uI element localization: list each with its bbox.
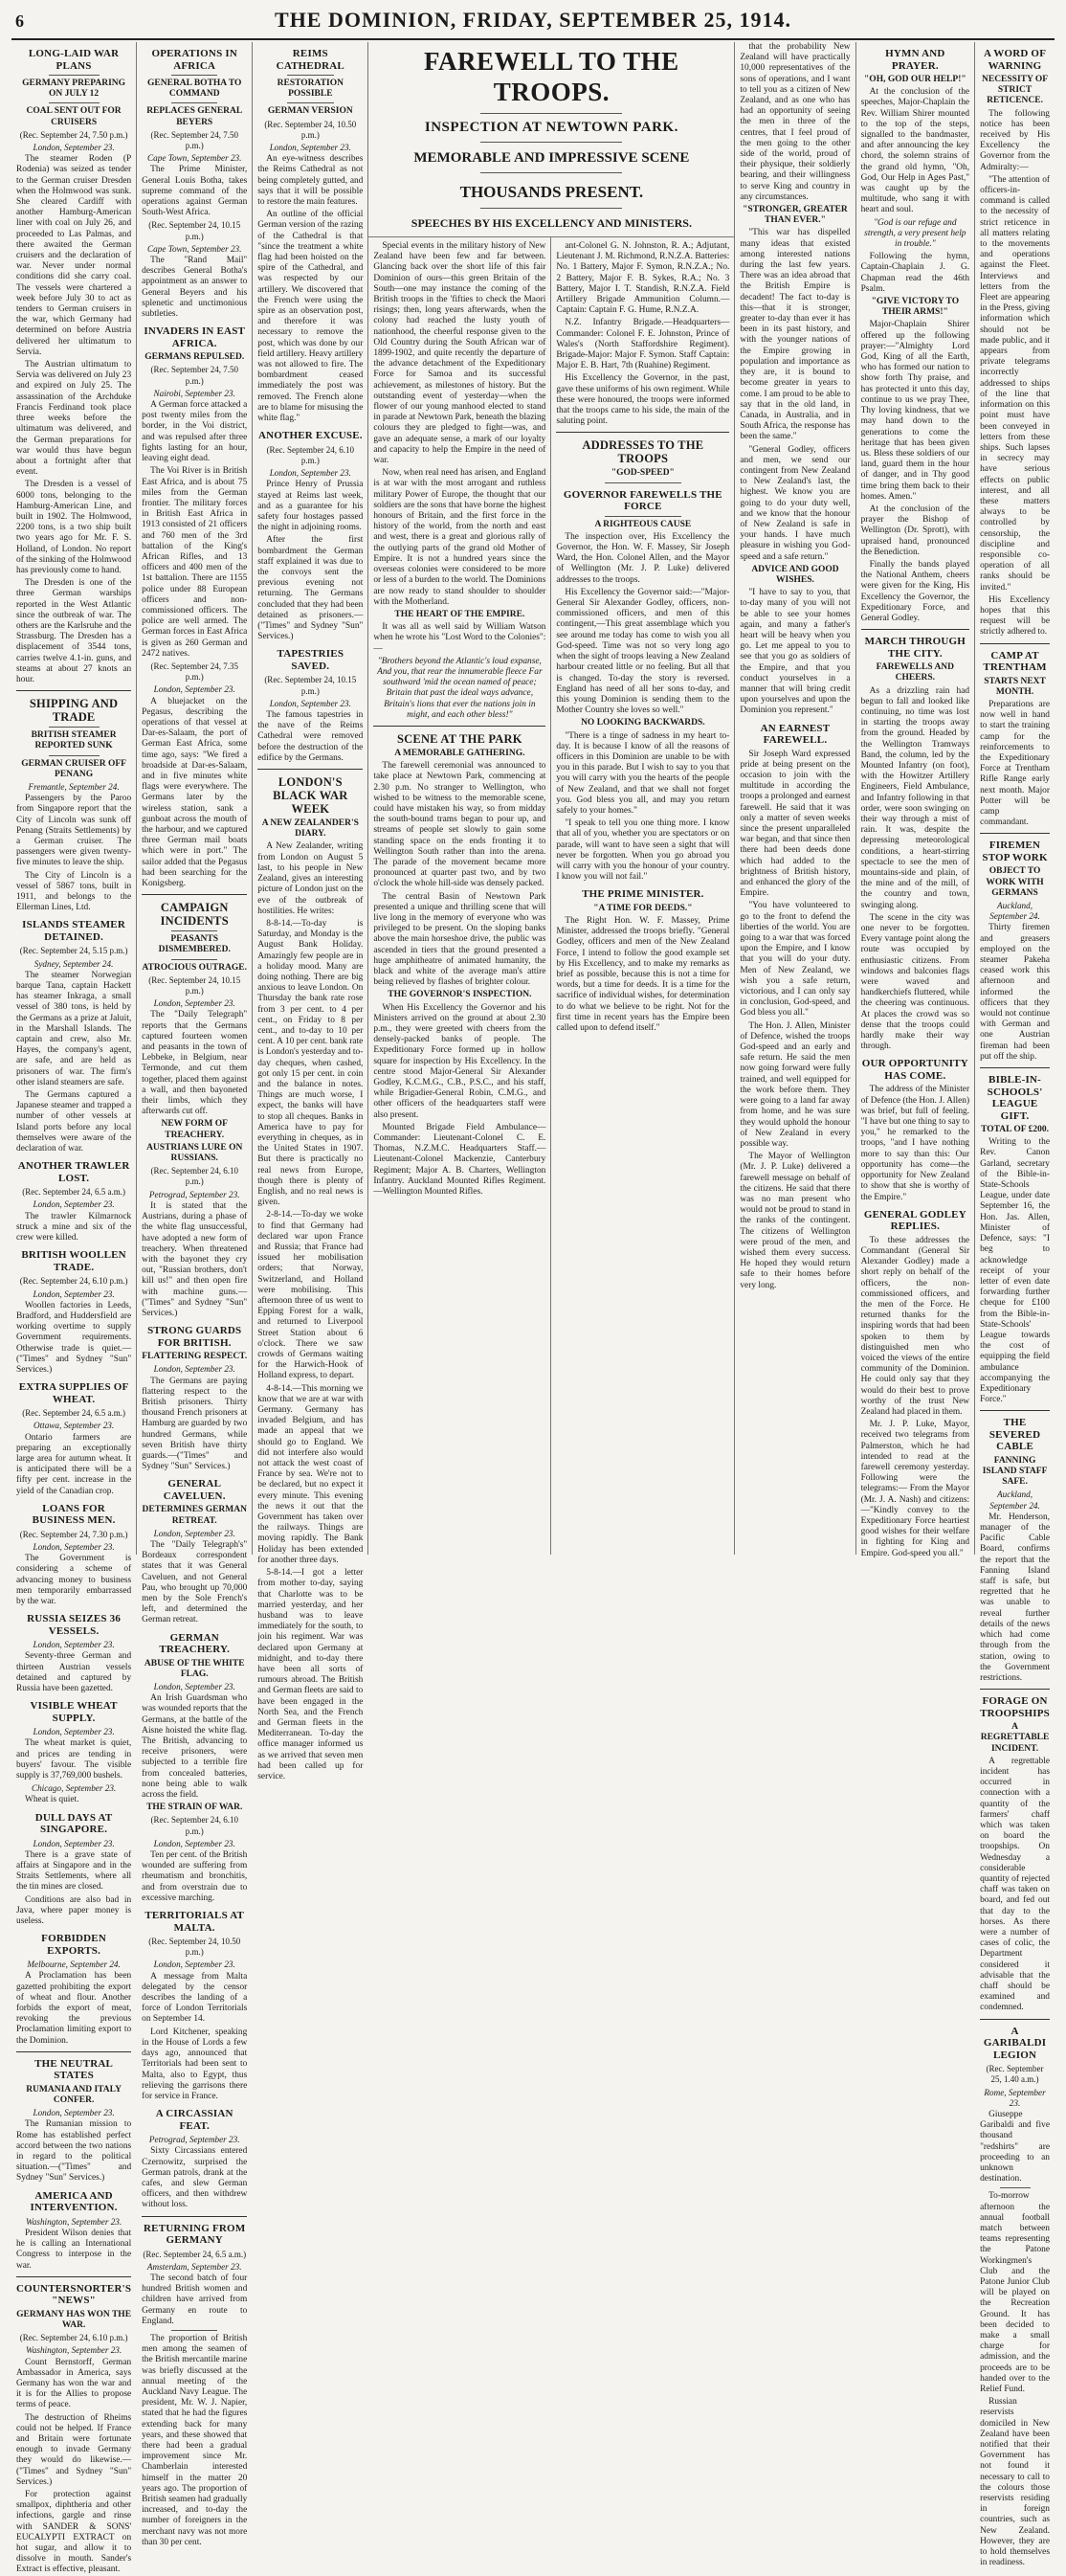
placeline: London, September 23.: [33, 1727, 115, 1737]
headline: FORAGE ON TROOPSHIPS: [980, 1695, 1050, 1719]
paragraph: The steamer Norwegian barque Tana, captain Hackett has steamer Inkraga, a small vessel of 380 tons, is held by the Germans as a prize at Jaluit, in the Marshall Islands. The captain and crew, also Mr. Hayes, the company's agent, are safe, and are held as prisoners of war. The firm's other island steamers are safe.: [16, 970, 132, 1087]
subheadline: A RIGHTEOUS CAUSE: [594, 519, 692, 529]
paragraph: Woollen factories in Leeds, Bradford, and Huddersfield are working overtime to supply Government requirements. Otherwise trade is quiet.—("Times" and Sydney "Sun" Services.): [16, 1300, 132, 1375]
paragraph: "This war has dispelled many ideas that existed among interested nations during the last few years. There was an idea abroad that the British Empire is decadent! The fact to-day is this—that it is stronger, greater to-day than ever it has been in its past history, and with the younger nations of the Empire growing in population and importance as they are, it is bound to become greater in years to come. I am proud to be able to say that in the old land, in Canada, in Australia, and in South Africa, the response has been the same.": [740, 228, 851, 442]
divider: [980, 1410, 1050, 1411]
feature-story: [368, 42, 735, 1555]
placeline: Nairobi, September 23.: [153, 388, 235, 398]
divider: [287, 75, 333, 76]
paragraph: "General Godley, officers and men, we send our contingent from New Zealand to New Zealand's last, the highest. We know you are going to do your duty well, and we know that the honour of New Zealand is safe in your hands. I have much pleasure in wishing you God-speed and a safe return.": [740, 444, 851, 562]
feature-subheadline: SPEECHES BY HIS EXCELLENCY AND MINISTERS.: [411, 216, 692, 230]
paragraph: The Right Hon. W. F. Massey, Prime Minister, addressed the troops briefly. "General Godley, officers and men of the New Zealand Force, I intend to follow the good example set by His Excellency, and to make my remarks as brief as possible, because this is not a time for words, but a time for deeds. It is a time for the sacrifice of individual wishes, for determination to do what we believe to be right. Not for the first time in recent years has the Empire been called upon to defend itself.": [556, 916, 730, 1034]
subheadline: NEW FORM OF TREACHERY.: [161, 1119, 228, 1140]
paragraph: that the probability New Zealand will have practically 10,000 representatives of the sons of operations, and I want to tell you as a citizen of New Zealand, and as one who has had an opportunity of seeing the men in three of the centres, that I feel proud of the men going to the other side of the world, proud of their physique, their soldierly bearing, and their willingness to serve King and country in any circumstances.: [740, 42, 851, 202]
paragraph: The Dresden is a vessel of 6000 tons, belonging to the Hamburg-American Line, and built in 1902. The Holmwood, 2200 tons, is a two ship built two years ago for Mr. F. S. Holland, of London. No report of the sinking of the Holmwood has previously come to hand.: [16, 480, 132, 575]
subheadline: DETERMINES GERMAN RETREAT.: [142, 1505, 247, 1526]
feature-headline: FAREWELL TO THE TROOPS.: [424, 47, 679, 106]
divider: [171, 959, 217, 960]
divider: [480, 172, 622, 173]
placeline: London, September 23.: [153, 1528, 235, 1538]
paragraph: An Irish Guardsman who was wounded reports that the Germans, at the battle of the Aisne hoisted the white flag. The British, advancing to receive prisoners, were subjected to a terrible fire from concealed batteries, none being able to walk across the field.: [142, 1693, 248, 1801]
headline: OUR OPPORTUNITY HAS COME.: [861, 1058, 968, 1082]
placeline: Chicago, September 23.: [31, 1783, 117, 1794]
paragraph: The steamer Roden (P Rodenia) was seized as tender to the German cruiser Dresden when the Holmwood was sunk. She cleared Cardiff with another Hamburg-American liner with coal on July 26, and proceeded to Las Palmas, and there awaited the German cruisers and the declaration of war. Never under normal conditions did she carry coal. The vessels were chartered a week before July 30 to act as tenders to German cruisers in the war, which Germany had determined on before Austria delivered her ultimatum to Servia.: [16, 154, 132, 357]
dateline: (Rec. September 24, 6.10 p.m.): [150, 1815, 238, 1836]
subheadline: COAL SENT OUT FOR CRUISERS: [26, 106, 122, 127]
subheadline: RUMANIA AND ITALY CONFER.: [26, 2084, 122, 2106]
paragraph: Thirty firemen and greasers employed on the steamer Pakeha ceased work this afternoon and informed the officers that they would not continue with German and one Austrian fireman had been put off the ship.: [980, 923, 1050, 1062]
paragraph: "I have to say to you, that to-day many of you will not be able to see your homes again, and many a father's heart will be heavy when you go. Let me appeal to you to see that you go as soldiers of the Empire, and that you conduct yourselves in a manner that will bring credit upon yourselves and upon the Dominion you represent.": [740, 588, 851, 716]
headline: GERMAN TREACHERY.: [159, 1631, 231, 1656]
paragraph: 5-8-14.—I got a letter from mother to-day, saying that Charlotte was to be married yesterday, and her husband was to leave immediately for the south, to join his regiment. War was declared upon Germany at midnight, and to-day there have been all sorts of rumours abroad. The British and German fleets are said to have been engaged in the North Sea, and the French and German fleets in the Mediterranean. To-day the office manager informed us as we arrived that seven men had been called up for service.: [257, 1568, 364, 1781]
headline: THE SEVERED CABLE: [988, 1417, 1041, 1453]
paragraph: The Rumanian mission to Rome has established perfect accord between the two nations in regard to the political situation.—("Times" and Sydney "Sun" Services.): [16, 2119, 132, 2184]
divider: [171, 75, 217, 76]
headline: LOANS FOR BUSINESS MEN.: [32, 1502, 116, 1527]
placeline: London, September 23.: [153, 1838, 235, 1848]
headline: CAMPAIGN INCIDENTS: [160, 901, 229, 929]
paragraph: "There is a tinge of sadness in my heart to-day. It is because I know of all the reasons of officers in this Dominion are unable to be with you in this parade. But I wish to say to you that you will carry with you the hearts of the people of New Zealand, and that we shall not forget you. God bless you all, and may you return safely to your homes.": [556, 730, 730, 816]
paragraph: Following the hymn, Captain-Chaplain J. G. Chapman read the 46th Psalm.: [860, 252, 970, 294]
dateline: (Rec. September 24, 6.10 p.m.): [19, 1276, 128, 1287]
placeline: Washington, September 23.: [25, 2345, 122, 2356]
dateline: (Rec. September 24, 6.5 a.m.): [22, 1408, 125, 1419]
feature-columns: [368, 236, 734, 1555]
paragraph: Wheat is quiet.: [25, 1795, 79, 1805]
headline: FIREMEN STOP WORK: [982, 840, 1048, 863]
dateline: (Rec. September 24, 10.50 p.m.): [148, 1937, 241, 1958]
subheadline: GERMAN VERSION: [267, 106, 353, 117]
subheadline: NO LOOKING BACKWARDS.: [581, 718, 705, 728]
divider: [287, 102, 333, 103]
subheadline: "OH, GOD OUR HELP!": [864, 75, 966, 84]
divider: [861, 629, 970, 630]
dateline: (Rec. September 24, 6.10 p.m.): [19, 2333, 128, 2343]
divider: [480, 142, 622, 143]
paragraph: The farewell ceremonial was announced to take place at Newtown Park, commencing at 2.30 p.m. No stranger to Wellington, who wished to be witness to the memorable scene, could have mistaken his way, so from midday the south-bound trams began to pour up, and streams of people set slowly to gain some standing space on the ends fronting it to Wellington South rather than into the arena. The parade of the movement became more pronounced at quarter past two, and by two o'clock the whole hill-side was densely packed.: [373, 761, 546, 889]
page-body: [11, 42, 1055, 2575]
divider: [142, 2216, 247, 2217]
divider: [980, 643, 1050, 644]
paragraph: The Germans captured a Japanese steamer and trapped a number of other vessels at Island ports before any local themselves were aware of the declaration of war.: [16, 1090, 132, 1154]
headline: RUSSIA SEIZES 36 VESSELS.: [27, 1613, 122, 1637]
paragraph: The scene in the city was one never to be forgotten. Every vantage point along the route was occupied by enthusiastic citizens. From windows and balconies flags were waved and handkerchiefs fluttered, while the cheering was continuous. At places the crowd was so dense that the troops could hardly make their way through.: [860, 912, 970, 1052]
headline: FORBIDDEN EXPORTS.: [41, 1933, 106, 1957]
dateline: (Rec. September 24, 7.50 p.m.): [150, 129, 238, 151]
dateline: (Rec. September 25, 1.40 a.m.): [986, 2064, 1044, 2085]
headline: BIBLE-IN-SCHOOLS' LEAGUE GIFT.: [987, 1074, 1043, 1122]
placeline: Sydney, September 24.: [33, 958, 114, 969]
dateline: (Rec. September 24, 6.5 a.m.): [22, 1187, 125, 1198]
placeline: Petrograd, September 23.: [148, 1189, 240, 1199]
subheadline: GERMANS REPULSED.: [144, 352, 245, 363]
paragraph: Preparations are now well in hand to start the training camp for the reinforcements to the Expeditionary Force at Trentham Rifle Range early next month. Major Potter will be camp commandant.: [980, 699, 1050, 828]
divider: [49, 755, 100, 756]
paragraph: The Voi River is in British East Africa, and is about 75 miles from the German frontier. The military forces in British East Africa in 1913 consisted of 21 officers and 760 men of the 3rd battalion of the King's African Rifles, and 13 officers and 400 men of the 1st battalion. There are 1155 police under 88 European officers and non-commissioned officers. The police are well armed. The German forces in East Africa is given as 260 German and 2472 natives.: [142, 466, 248, 659]
divider: [16, 2276, 131, 2277]
paragraph: The second batch of four hundred British women and children have arrived from Germany en route to England.: [142, 2273, 248, 2326]
subheadline: FLATTERING RESPECT.: [142, 1352, 248, 1362]
divider: [171, 930, 217, 931]
paragraph: Ontario farmers are preparing an exceptionally large area for autumn wheat. It is anticipated there will be a fifty per cent. increase in the yield of the Canadian crop.: [16, 1432, 132, 1496]
subheadline: A REGRETTABLE INCIDENT.: [980, 1722, 1050, 1754]
headline: OPERATIONS IN AFRICA: [151, 48, 237, 72]
advertisement: For protection against smallpox, diphtheria and other infections, gargle and rinse with SANDER & SONS' EUCALYPTI EXTRACT on hot sugar, and allow it to dissolve in mouth. Sander's Extract is effective, pleasant.: [16, 2489, 132, 2575]
headline: A WORD OF WARNING: [983, 48, 1047, 72]
subheadline: OBJECT TO WORK WITH GERMANS: [986, 866, 1044, 898]
paragraph: The Dresden is one of the three German warships reported in the West Atlantic since the outbreak of war. The others are the Karlsruhe and the Strassburg. The Dresden has a displacement of 3544 tons, carries twelve 4.1-in. guns, and steams at about 27 knots an hour.: [16, 578, 132, 684]
divider: [980, 2019, 1050, 2020]
paragraph: His Excellency hopes that this request will be strictly adhered to.: [980, 594, 1050, 638]
paragraph: Sir Joseph Ward expressed pride at being present on the occasion to join with the multitude in according the troops a prolonged and earnest farewell. He said that it was only a matter of seven weeks since the present unparalleled war began, and that since then there had been deeds done which had added to the brightness of British history, and enhanced the glory of the Empire.: [740, 749, 851, 899]
placeline: London, September 23.: [153, 1364, 235, 1375]
paragraph: The destruction of Rheims could not be helped. If France and Britain were fortunate enough to invade Germany they would do likewise.—("Times" and Sydney "Sun" Services.): [16, 2412, 132, 2487]
subheadline: BRITISH STEAMER REPORTED SUNK: [31, 730, 117, 751]
dateline: (Rec. September 24, 10.15 p.m.): [264, 675, 357, 696]
paragraph: President Wilson denies that he is calling an International Congress to interpose in the war.: [16, 2228, 132, 2271]
paragraph: The trawler Kilmarnock struck a mine and six of the crew were killed.: [16, 1211, 132, 1243]
paragraph: "I speak to tell you one thing more. I know that all of you, whether you are spectators or on parade, will want to have seen a sight that will never be forgotten. When you go abroad you will carry with you the honour of your country. I know you will not fail.": [556, 818, 730, 883]
dateline: (Rec. September 24, 10.50 p.m.): [264, 119, 357, 140]
headline: AN EARNEST FAREWELL.: [760, 722, 831, 747]
divider: [171, 102, 217, 103]
placeline: London, September 23.: [269, 468, 351, 479]
placeline: Auckland, September 24.: [989, 1490, 1040, 1511]
placeline: London, September 23.: [33, 1288, 115, 1299]
column-7: [856, 42, 976, 1558]
paragraph: 2-8-14.—To-day we woke to find that Germany had declared war upon France and Russia; that France had issued her mobilisation orders; that Norway, Switzerland, and Holland were mobilising. This afternoon three of us went to Epping Forest for a walk, and returned to Liverpool Street Station about 6 o'clock. There we saw crowds of Germans waiting for the Harwich-Hook of Holland express, to depart.: [257, 1210, 364, 1381]
paragraph: The central Basin of Newtown Park presented a unique and thrilling scene that will live long in the memory of everyone who was privileged to be present. On the sloping banks above the main horseshoe drive, the public was ascended in tiers that the ground presented a huge amphitheatre of animated humanity, the black and white of the average man's attire being relieved by flashes of brighter colour.: [373, 891, 546, 988]
divider: [257, 769, 363, 770]
paragraph: Conditions are also bad in Java, where paper money is useless.: [16, 1894, 132, 1927]
placeline: London, September 23.: [153, 1682, 235, 1691]
divider: [16, 690, 131, 691]
divider: [605, 482, 681, 483]
verse: "Brothers beyond the Atlantic's loud expanse, And you, that rear the innumerable fleece Far southward 'mid the ocean named of peace; Britain that past the ideal ways advance, Britain's lions that ever the nations join in might, and each other bless!": [377, 656, 543, 720]
paragraph: Russian reservists domiciled in New Zealand have been notified that their Government has not found it necessary to call to the colours those reservists residing in foreign countries, such as New Zealand. However, they are to hold themselves in readiness.: [980, 2397, 1050, 2568]
paragraph: After the first bombardment the German staff explained it was due to the convoys sent the previous evening not returning. The Germans concluded that they had been detained as prisoners.—("Times" and Sydney "Sun" Services.): [257, 535, 364, 642]
placeline: London, September 23.: [33, 1541, 115, 1552]
paragraph: The Prime Minister, General Louis Botha, takes supreme command of the operations against German South-West Africa.: [142, 165, 248, 218]
paragraph: N.Z. Infantry Brigade.—Headquarters—Commander: Colonel F. E. Johnston, Prince of Wales's (North Staffordshire Regiment). Brigade-Major: Major F. Symon. Staff Captain: Major E. B. Hart, 7th (Ruahine) Regiment.: [556, 318, 730, 371]
divider: [480, 208, 622, 209]
subheadline: THE HEART OF THE EMPIRE.: [394, 609, 525, 619]
headline: ISLANDS STEAMER DETAINED.: [22, 919, 125, 943]
headline: DULL DAYS AT SINGAPORE.: [34, 1811, 113, 1836]
headline: TERRITORIALS AT MALTA.: [144, 1910, 245, 1934]
headline: RETURNING FROM GERMANY: [144, 2222, 246, 2247]
paragraph: Major-Chaplain Shirer offered up the following prayer:—"Almighty Lord God, King of all the Earth, who has formed our nation to show forth Thy praise, and has protected it unto this day, continue to us we pray Thee, Thy loving kindness, that we may hand down to the generations to come the heritage that has been given us. Bless these soldiers of our land, guard them in the hour of danger, and in Thy good time bring them back to their homes. Amen.": [860, 320, 970, 502]
paragraph: Sixty Circassians entered Czernowitz, surprised the German patrols, drank at the cafes, and slew German officers, and then withdrew without loss.: [142, 2146, 248, 2210]
headline: LONDON'S BLACK WAR WEEK: [273, 775, 348, 817]
subheadline: GERMANY HAS WON THE WAR.: [16, 2309, 132, 2330]
paragraph: 4-8-14.—This morning we know that we are at war with Germany. Germany has invaded Belgium, and has made an appeal that we should go to England. We did not interfere also would not attack the west coast of France by sea. We're not to be declared, but no expect it every minute. This evening the news it out that the Government has taken over the railways. Things are moving rapidly. The Bank Holiday has been extended for another three days.: [257, 1383, 364, 1565]
paragraph: The proportion of British men among the seamen of the British mercantile marine was briefly discussed at the annual meeting of the Auckland Navy League. The president, Mr. W. J. Napier, stated that he had the figures extending back for many years, and these showed that there had been a gradual improvement since Mr. Chamberlain interested himself in the matter 20 years ago. The proportion of British seamen had gradually increased, and to-day the number of foreigners in the merchant navy was not more than 30 per cent.: [142, 2333, 248, 2547]
subheadline: PEASANTS DISMEMBERED.: [158, 934, 231, 955]
headline: ADDRESSES TO THE TROOPS: [582, 438, 704, 466]
placeline: London, September 23.: [33, 1838, 115, 1848]
subheadline: TOTAL OF £200.: [981, 1125, 1049, 1135]
placeline: Amsterdam, September 23.: [146, 2261, 242, 2272]
headline: THE NEUTRAL STATES: [34, 2057, 114, 2082]
paragraph: Lord Kitchener, speaking in the House of Lords a few days ago, announced that Territorials had been sent to Malta, also to Egypt, thus relieving the garrisons there for service in France.: [142, 2027, 248, 2101]
subheadline: ATROCIOUS OUTRAGE.: [142, 962, 248, 973]
headline: AMERICA AND INTERVENTION.: [30, 2189, 118, 2214]
subheadline: ADVICE AND GOOD WISHES.: [751, 564, 839, 585]
divider: [605, 516, 681, 517]
feature-subheadline: INSPECTION AT NEWTOWN PARK.: [424, 120, 678, 135]
headline: VISIBLE WHEAT SUPPLY.: [30, 1700, 118, 1724]
column-6: [735, 42, 855, 1555]
subheadline: "GOD-SPEED": [611, 468, 675, 479]
subheadline: ABUSE OF THE WHITE FLAG.: [144, 1658, 245, 1679]
divider: [49, 727, 100, 728]
paragraph: Mr. J. P. Luke, Mayor, received two telegrams from Palmerston, which he had intended to read at the farewell ceremony yesterday. Following were the telegrams:— From the Mayor (Mr. J. A. Nash) and citizens:—"Kindly convey to the Expeditionary Force heartiest good wishes for their welfare in fighting for King and Empire. God-speed you all.": [860, 1420, 970, 1558]
paragraph: The City of Lincoln is a vessel of 5867 tons, built in 1911, and belongs to the Ellerman Lines, Ltd.: [16, 870, 132, 913]
subheadline: AUSTRIANS LURE ON RUSSIANS.: [146, 1142, 243, 1164]
headline: THE PRIME MINISTER.: [582, 888, 704, 901]
headline: ANOTHER EXCUSE.: [257, 430, 363, 442]
page-number: 6: [15, 11, 24, 31]
headline: CAMP AT TRENTHAM: [983, 649, 1047, 674]
divider: [980, 1689, 1050, 1690]
subheadline: "GIVE VICTORY TO THEIR ARMS!": [871, 297, 960, 318]
placeline: London, September 23.: [269, 143, 351, 153]
placeline: Melbourne, September 24.: [27, 1960, 121, 1970]
paragraph: A regrettable incident has occurred in connection with a quantity of the farmers' chaff which was taken on board the troopships. On Wednesday a considerable quantity of rejected chaff was taken on board, and fed out that day to the horses. As there were a number of cases of colic, the Department considered it advisable that the chaff should be examined and condemned.: [980, 1756, 1050, 2013]
divider: [373, 726, 545, 727]
subheadline: GENERAL BOTHA TO COMMAND: [147, 78, 242, 100]
divider: [142, 894, 247, 895]
headline: A GARIBALDI LEGION: [983, 2025, 1047, 2061]
paragraph: When His Excellency the Governor and his Ministers arrived on the ground at about 2.30 p.m., they were greeted with cheers from the densely-packed banks of people. The Expeditionary Force formed up in hollow square for inspection by His Excellency. In the centre stood Major-General Sir Alexander Godley, K.C.M.G., C.B., P.S.C., and his staff, while Brigadier-General Robin, C.M.G., and other officers of the headquarters staff were also present.: [373, 1002, 546, 1120]
paragraph: Passengers by the Paroo from Singapore report that the City of Lincoln was sunk off Penang (Straits Settlements) by a German cruiser. The passengers were given twenty-five minutes to leave the ship.: [16, 794, 132, 868]
paragraph: The address of the Minister of Defence (the Hon. J. Allen) was brief, but full of feeling. "I have but one thing to say to you," he remarked to the troops, "and I have nothing more to say than this: Our opportunity has come—the opportunity for New Zealand to show that she is worthy of the Empire.": [860, 1085, 970, 1202]
dateline: (Rec. September 24, 5.15 p.m.): [19, 946, 128, 956]
paragraph: Writing to the Rev. Canon Garland, secretary of the Bible-in-State-Schools League, under date September 16, the Hon. Jas. Allen, Minister of Defence, says: "I beg to acknowledge receipt of your letter of even date forwarding further cheque for £100 from the Bible-in-State-Schools' League towards the cost of equipping the field ambulance accompanying the Expeditionary Force.": [980, 1137, 1050, 1405]
paragraph: A New Zealander, writing from London on August 5 last, to his people in New Zealand, gives an interesting picture of London just on the eve of the outbreak of hostilities. He writes:: [257, 841, 364, 916]
paragraph: It was all as well said by William Watson when he wrote his "Lost Word to the Colonies":—: [373, 622, 546, 654]
dateline: (Rec. September 24, 7.30 p.m.): [19, 1529, 128, 1539]
paragraph: The Germans are paying flattering respect to the British prisoners. Thirty thousand French prisoners at Hamburg are guarded by two hundred Germans, while seven British have thirty guards.—("Times" and Sydney "Sun" Services.): [142, 1376, 248, 1472]
headline: INVADERS IN EAST AFRICA.: [144, 325, 246, 349]
placeline: London, September 23.: [153, 1960, 235, 1970]
paragraph: At the conclusion of the speeches, Major-Chaplain the Rev. William Shirer mounted to the top of the steps, signalled to the bandmaster, and after announcing the key chord, the solemn strains of the grand old hymn, "Oh, God, Our Help in Ages Past," was caught up by the multitude, who sang it with heart and soul.: [860, 87, 970, 215]
paragraph: At the conclusion of the prayer the Bishop of Wellington (Dr. Sprott), with upraised hand, pronounced the Benediction.: [860, 504, 970, 557]
placeline: London, September 23.: [33, 1199, 115, 1210]
paragraph: Ten per cent. of the British wounded are suffering from rheumatism and bronchitis, and from overstrain due to excessive marching.: [142, 1850, 248, 1903]
placeline: London, September 23.: [33, 2108, 115, 2118]
headline: COUNTERSNORTER'S "NEWS": [16, 2282, 132, 2307]
subheadline: RESTORATION POSSIBLE: [277, 78, 344, 100]
divider: [171, 2330, 217, 2331]
dateline: (Rec. September 24, 10.15 p.m.): [148, 974, 241, 997]
paragraph: His Excellency the Governor, in the past, gave these uniforms of his own regiment. While these were honoured, the troops were informed that the troops came to his side, the main of the saluting point.: [556, 373, 730, 427]
feature-subheadline: THOUSANDS PRESENT.: [459, 183, 644, 201]
placeline: Cape Town, September 23.: [147, 153, 242, 164]
headline: A CIRCASSIAN FEAT.: [155, 2108, 233, 2132]
subheadline: GERMAN CRUISER OFF PENANG: [21, 758, 126, 779]
headline: ANOTHER TRAWLER LOST.: [17, 1160, 130, 1184]
paragraph: Mounted Brigade Field Ambulance—Commander: Lieutenant-Colonel C. E. Thomas, N.Z.M.C. Headquarters Staff.—Lieutenant-Colonel Mackenzie, Canterbury Regiment; Major A. B. Charters, Wellington Infantry. Auckland Mounted Rifles Regiment.—Wellington Mounted Rifles.: [373, 1122, 546, 1198]
column-5: [551, 237, 734, 1555]
paragraph: A German force attacked a post twenty miles from the border, in the Voi district, and was repulsed after three fights lasting for an hour, leaving eight dead.: [142, 400, 248, 464]
paragraph: The wheat market is quiet, and prices are tending in buyers' favour. The visible supply is 37,769,000 bushels.: [16, 1738, 132, 1781]
subheadline: "A TIME FOR DEEDS.": [593, 903, 693, 913]
paragraph: "You have volunteered to go to the front to defend the liberties of the world. You are going to a war that was forced upon the Empire, and I know that you will do your duty. Men of New Zealand, we wish you a safe return, victorious, and I can only say in conclusion, God-speed, and God bless you all.": [740, 901, 851, 1019]
placeline: Cape Town, September 23.: [147, 243, 242, 254]
dateline: (Rec. September 24, 6.10 p.m.): [150, 1166, 238, 1187]
divider: [16, 2051, 131, 2052]
paragraph: Mr. Henderson, manager of the Pacific Cable Board, confirms the report that the Fanning Island staff is safe, but regretted that he was unable to reveal further details of the news which had come through from the station, owing to the Government restrictions.: [980, 1512, 1050, 1683]
paragraph: The Hon. J. Allen, Minister of Defence, wished the troops God-speed and an early and safe return. He said the men now going forward were fully trained, and well equipped for the work before them. They were going to a land far away from home, and he was sure they would uphold the honour of New Zealand in every possible way.: [740, 1020, 851, 1149]
dateline: (Rec. September 24, 6.10 p.m.): [266, 444, 355, 465]
divider: [49, 75, 100, 76]
subheadline: "STRONGER, GREATER THAN EVER.": [743, 205, 848, 226]
placeline: London, September 23.: [33, 143, 115, 153]
paragraph: "The attention of officers-in-command is called to the necessity of strict reticence in all matters relating to the movements and operations against the Fleet. Interviews and letters from the Fleet are appearing in the Press, giving information which should not be made public, and it appears from private telegrams incorrectly addressed to ships of the line that information on this point must have been conveyed in letters from these ships. Such lapses in secrecy may have serious effects on public interest, and all these matters always to be controlled by censorship, the discipline and responsible co-operation of all ranks should be invited.": [980, 174, 1050, 593]
paragraph: An outline of the official German version of the razing of the Cathedral is that "since the treatment a white flag had been hoisted on the spire of the Cathedral, and was respected by our artillery. We discovered that the French were using the spire as an observation post, and therefore it was necessary to remove the post, which was done by our field artillery. Heavy artillery was not allowed to fire. The bombardment ceased immediately the post was removed. The French alone are to blame for misusing the white flag.": [257, 210, 364, 424]
paragraph: ant-Colonel G. N. Johnston, R. A.; Adjutant, Lieutenant J. M. Richmond, R.N.Z.A. Batteries: No. 1 Battery, Major F. Symon, R.N.Z.A.; No. 2 Battery, Major F. B. Sykes, R.A.; No. 3 Battery, Major I. T. Standish, R.N.Z.A. Field Artillery Brigade Ammunition Column.—Captain: Captain F. G. Hume, R.N.Z.A.: [556, 241, 730, 316]
divider: [49, 102, 100, 103]
headline: EXTRA SUPPLIES OF WHEAT.: [18, 1381, 129, 1405]
dateline: (Rec. September 24, 6.5 a.m.): [143, 2249, 247, 2259]
subheadline: REPLACES GENERAL BEYERS: [146, 106, 243, 127]
placeline: Ottawa, September 23.: [33, 1421, 115, 1431]
headline: GENERAL GODLEY REPLIES.: [863, 1208, 966, 1233]
paragraph: The Austrian ultimatum to Servia was delivered on July 23 and expired on July 25. The assassination of the Archduke Francis Ferdinand took place three weeks before the ultimatum was delivered, and the German preparations for war would thus have begun about a fortnight after that event.: [16, 360, 132, 478]
paragraph: Finally the bands played the National Anthem, cheers were given for the King, His Excellency the Governor, the Expeditionary Force, and General Godley.: [860, 559, 970, 623]
feature-head: [368, 42, 734, 231]
paragraph: Special events in the military history of New Zealand have been few and far between. Glancing back over the short life of this fair Dominion of ours—this green Britain of the South—one may instance the coming of the British troops in the 'fifties to check the Maori risings; then, long years afterwards, when the colony had reached the lusty youth of nationhood, the cheerful response given to the Old Country during the South African war of 1899-1902, and quite recently the departure of the advance detachment of the Expeditionary Force for Samoa and its successful achievement, as milestones of history. But the outstanding event of yesterday—when the flower of our young manhood elected to stand in parade at Newtown Park, beneath the blazing colours they are pledged to fight—was, and gave an adequate sense, a mark of our loyalty and capacity to help the Empire in the need of war.: [373, 241, 546, 466]
paragraph: Prince Henry of Prussia stayed at Reims last week, and as a guarantee for his safety four hostages passed the night in adjoining rooms.: [257, 480, 364, 533]
paragraph: An eye-witness describes the Reims Cathedral as not being completely gutted, and says that it will be possible to restore the main features.: [257, 154, 364, 208]
paragraph: The Government is considering a scheme of advancing money to business men temporarily embarrassed by the war.: [16, 1554, 132, 1606]
placeline: London, September 23.: [269, 698, 351, 708]
paragraph: The "Daily Telegraph" reports that the Germans captured fourteen women and peasants in the town of Lebbeke, in Belgium, near Termonde, and cut them together, placed them against a wall, and then bayoneted their limbs, which they afterwards cut off.: [142, 1010, 248, 1117]
subheadline: NECESSITY OF STRICT RETICENCE.: [982, 75, 1049, 106]
subheadline: THE GOVERNOR'S INSPECTION.: [388, 990, 532, 1000]
paragraph: As a drizzling rain had begun to fall and looked like continuing, no time was lost in starting the troops away from the ground. Headed by the Wellington Tramways Band, the column, led by the Mounted Infantry (on foot), with the Howitzer Artillery Engineers, Field Ambulance, and Infantry following in that order, were soon swinging on their way through a mist of rain. It was, despite the depressing meteorological conditions, a heart-stirring spectacle to see the men of mountains-side and plain, of the mine and of the mill, of the country and town, swinging along.: [860, 685, 970, 910]
column-3: [253, 42, 368, 1781]
headline: HYMN AND PRAYER.: [885, 48, 945, 72]
placeline: London, September 23.: [153, 684, 235, 695]
paragraph: The "Rand Mail" describes General Botha's appointment as an answer to General Beyers and his splenetic and unctimonious subtleties.: [142, 256, 248, 320]
dateline: (Rec. September 24, 10.15 p.m.): [148, 220, 241, 241]
paragraph: A bluejacket on the Pegasus, describing the operations of that vessel at Dar-es-Salaam, the port of German East Africa, some time ago, says: "We fired a broadside at Dar-es-Salaam, and in five minutes white flags were everywhere. The Germans later by the wireless station, sank a gunboat across the mouth of the harbour, and we captured three German mail boats which were in port." The sailor added that the Pegasus had been searching for the Konigsberg.: [142, 696, 248, 889]
subheadline: FANNING ISLAND STAFF SAFE.: [982, 1455, 1048, 1488]
paragraph: To-morrow afternoon the annual football match between teams representing the Patone Workingmen's Club and the Patone Junior Club will be played on the Recreation Ground. It has been decided to make a small charge for admission, and the proceeds are to be handed over to the Relief Fund.: [980, 2191, 1050, 2394]
subheadline: THE STRAIN OF WAR.: [146, 1803, 243, 1813]
headline: SCENE AT THE PARK: [397, 731, 522, 746]
headline: REIMS CATHEDRAL: [276, 48, 344, 72]
paragraph: The Mayor of Wellington (Mr. J. P. Luke) delivered a farewell message on behalf of the citizens. He said that there was no man present who would not be proud to stand in the ranks of the contingent. The citizens of Wellington were proud of the men, and wished them every success. He hoped they would return safe to their homes before very long.: [740, 1152, 851, 1290]
dateline: (Rec. September 24, 7.50 p.m.): [150, 365, 238, 386]
headline: GOVERNOR FAREWELLS THE FORCE: [563, 488, 722, 513]
paragraph: It is stated that the Austrians, during a phase of the white flag unsuccessful, have adopted a new form of treachery. When threatened with the bayonet they cry out, "Russian brothers, don't kill us!" and then open fire with machine guns.—("Times" and Sydney "Sun" Services.): [142, 1200, 248, 1318]
newspaper-title: THE DOMINION, FRIDAY, SEPTEMBER 25, 1914.: [275, 8, 791, 32]
headline: BRITISH WOOLLEN TRADE.: [21, 1249, 126, 1273]
paragraph: The inspection over, His Excellency the Governor, the Hon. W. F. Massey, Sir Joseph Ward, the Hon. Colonel Allen, and the Mayor of Wellington (Mr. J. P. Luke) delivered addresses to the troops.: [556, 531, 730, 585]
headline: LONG-LAID WAR PLANS: [28, 48, 120, 72]
placeline: London, September 23.: [33, 1640, 115, 1650]
column-1: [11, 42, 137, 2575]
divider: [1000, 2187, 1031, 2188]
paragraph: There is a grave state of affairs at Singapore and in the Straits Settlements, where all the tin mines are closed.: [16, 1849, 132, 1893]
paragraph: A Proclamation has been gazetted prohibiting the export of wheat and flour. Another forbids the export of meat, revoking the previous Proclamation limiting export to the Dominion.: [16, 1971, 132, 2046]
paragraph: Giuseppe Garibaldi and five thousand "redshirts" are proceeding to an unknown destination.: [980, 2109, 1050, 2184]
feature-subheadline: MEMORABLE AND IMPRESSIVE SCENE: [413, 150, 690, 166]
placeline: Washington, September 23.: [25, 2216, 122, 2227]
placeline: Petrograd, September 23.: [148, 2135, 240, 2145]
dateline: (Rec. September 24, 7.50 p.m.): [19, 129, 128, 140]
subheadline: A NEW ZEALANDER'S DIARY.: [261, 818, 359, 840]
verse: "God is our refuge and strength, a very present help in trouble.": [864, 217, 966, 250]
paragraph: His Excellency the Governor said:—"Major-General Sir Alexander Godley, officers, non-commissioned officers, and men of this contingent,—This great assemblage which you see around me today has come to wish you all God-speed. Time was not so very long ago when the sight of troops leaving a New Zealand harbour created little or no feeling. But all that is changed. To-day the story is reversed. England has need of all her sons to-day, and this young Dominion is sending them to the Mother Country she loves so well.": [556, 587, 730, 716]
headline: SHIPPING AND TRADE: [29, 697, 119, 725]
placeline: Rome, September 23.: [984, 2087, 1046, 2108]
subheadline: FAREWELLS AND CHEERS.: [876, 662, 955, 683]
paragraph: Now, when real need has arisen, and England is at war with the most arrogant and ruthless military Power of Europe, the thought that our soldiers are the sons that have borne the highest honours of Britain, and the first force in the history of the world, from the north and east and west, there is a great and glorious rally of the outlying parts of the grand old Mother of Empire. It is not a hundred years since the overseas colonies were considered to be more or less of a burden to the world. The Dominions are now ready to stand shoulder to shoulder with the Motherland.: [373, 468, 546, 607]
column-8: [975, 42, 1055, 2568]
column-4: [368, 237, 551, 1555]
headline: STRONG GUARDS FOR BRITISH.: [147, 1325, 242, 1349]
headline: GENERAL CAVELUEN.: [163, 1478, 226, 1502]
divider: [556, 432, 729, 433]
headline: MARCH THROUGH THE CITY.: [864, 636, 966, 660]
paragraph: The following notice has been received by His Excellency the Governor from the Admiralty:—: [980, 108, 1050, 172]
paragraph: To these addresses the Commandant (General Sir Alexander Godley) made a short reply on behalf of the officers, the non-commissioned officers, and the men of the Force. He returned thanks for the inspiring words that had been spoken to them by distinguished men who voiced the views of the entire community of the Dominion. He could only say that they would do their best to prove worthy of the trust New Zealand had placed in them.: [860, 1235, 970, 1417]
paragraph: The "Daily Telegraph's" Bordeaux correspondent states that it was General Caveluen, and not General Pau, who brought up 70,000 men by the Sole French's left, and determined the German retreat.: [142, 1539, 248, 1625]
headline: TAPESTRIES SAVED.: [277, 648, 344, 672]
paragraph: Count Bernstorff, German Ambassador in America, says Germany has won the war and it is for the Allies to propose terms of peace.: [16, 2357, 132, 2410]
masthead: [11, 6, 1055, 40]
placeline: Fremantle, September 24.: [28, 781, 120, 792]
paragraph: 8-8-14.—To-day is Saturday, and Monday is the August Bank Holiday. Amazingly few people are in a holiday mood. Many are doing nothing. There are big anxious to leave London. On Thursday the bank rate rose from 3 per cent. to 4 per cent., on Friday to 8 per cent., and to-day to 10 per cent. A 10 per cent. bank rate is London's yesterday and to-day cheques, when cashed, got only 15 per cent. in coin and the balance in notes. Things are much worse, I expect, the banks will have to stop all cheques. Banks in America have to pay for everything in cheques, as in the United States in 1907. But there is practically no real news from Europe, though there is plenty of English, and no real news is given.: [257, 918, 364, 1208]
placeline: Auckland, September 24.: [989, 901, 1040, 922]
column-2: [137, 42, 253, 2547]
paragraph: A message from Malta delegated by the censor describes the landing of a force of London Territorials on September 14.: [142, 1971, 248, 2025]
subheadline: GERMANY PREPARING ON JULY 12: [22, 78, 126, 100]
subheadline: STARTS NEXT MONTH.: [984, 676, 1046, 697]
paragraph: The famous tapestries in the nave of the Reims Cathedral were removed before the destruction of the edifice by the Germans.: [257, 710, 364, 763]
divider: [980, 1067, 1050, 1068]
dateline: (Rec. September 24, 7.35 p.m.): [150, 661, 238, 683]
subheadline: A MEMORABLE GATHERING.: [394, 748, 525, 758]
divider: [980, 833, 1050, 834]
paragraph: Seventy-three German and thirteen Austrian vessels detained and captured by Russia have been gazetted.: [16, 1651, 132, 1693]
placeline: London, September 23.: [153, 998, 235, 1009]
divider: [480, 113, 622, 114]
